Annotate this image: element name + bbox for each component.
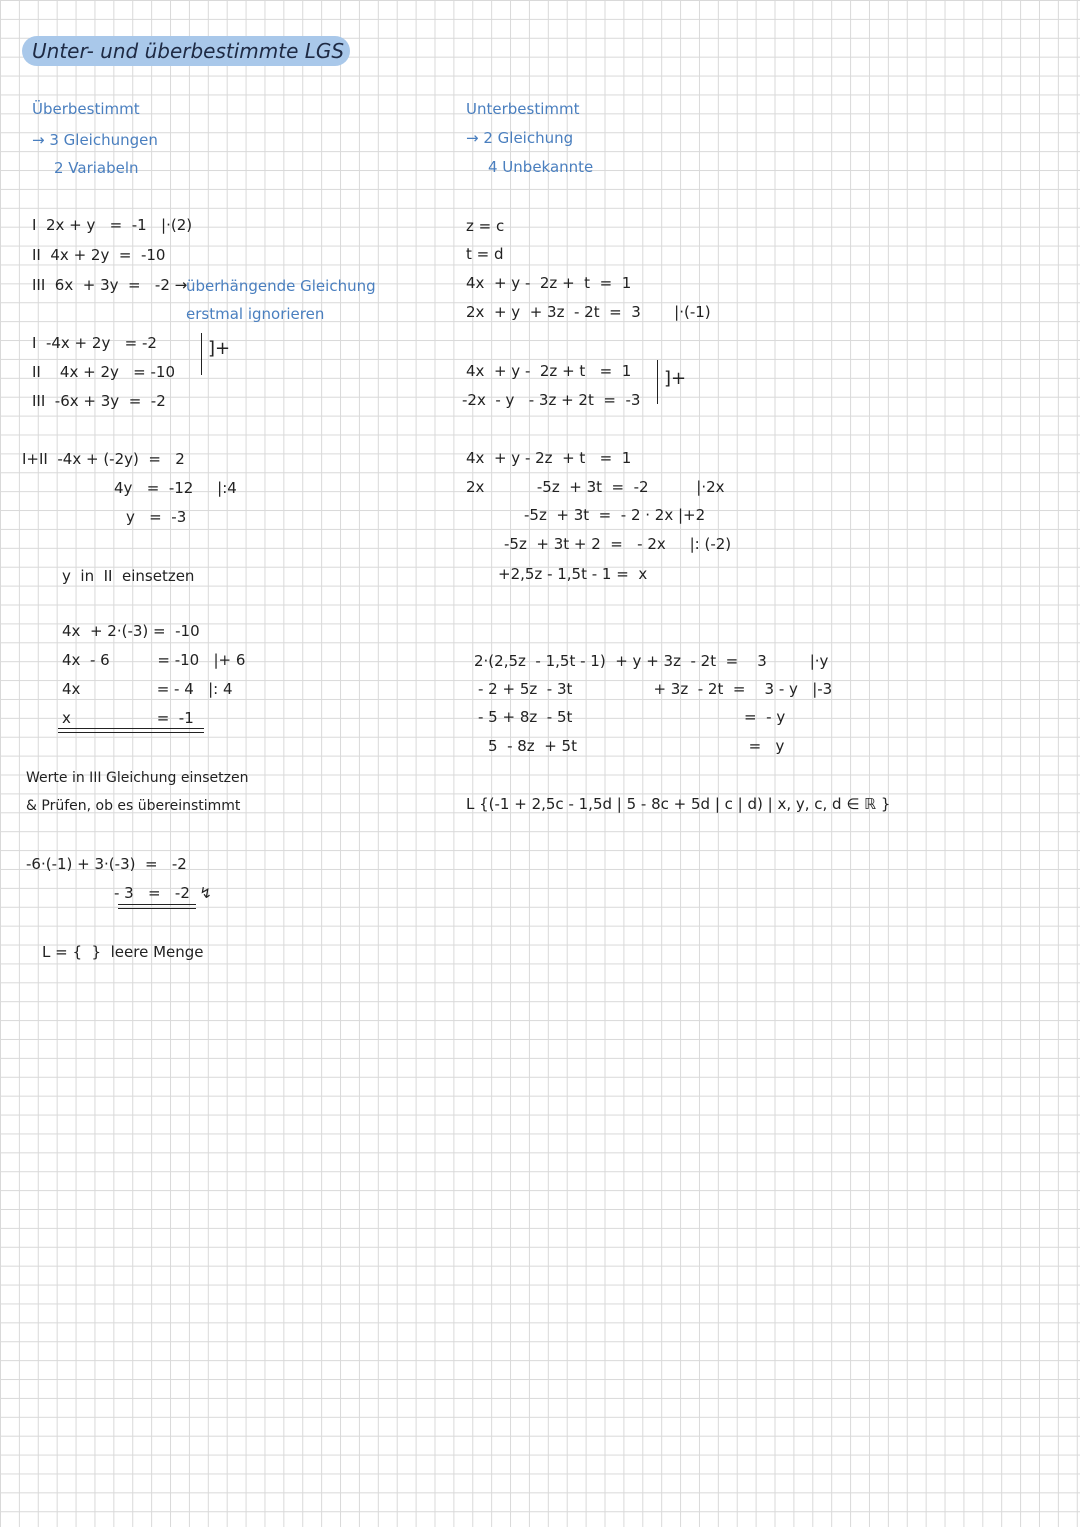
left-eq4-line-1: 4x + 2·(-3) = -10 <box>62 622 200 640</box>
right-eq1-line-2: 2x + y + 3z - 2t = 3 |·(-1) <box>466 303 711 321</box>
left-eq2-bar <box>201 333 202 375</box>
right-eq1-line-1: 4x + y - 2z + t = 1 <box>466 274 632 292</box>
right-sub-1: z = c <box>466 217 505 235</box>
left-eq4-line-4: x = -1 <box>62 709 194 727</box>
left-heading: Überbestimmt <box>32 100 140 118</box>
left-eq3-line-3: y = -3 <box>126 508 187 526</box>
right-eq2-bracket-label: ]+ <box>664 368 687 389</box>
left-check-text-1: Werte in III Gleichung einsetzen <box>26 770 249 786</box>
left-note-1: überhängende Gleichung <box>186 277 376 295</box>
left-point-1: → 3 Gleichungen <box>32 131 158 149</box>
left-eq2-bracket-label: ]+ <box>208 338 231 359</box>
left-eq3-line-2: 4y = -12 |:4 <box>114 479 237 497</box>
right-eq2-line-1: 4x + y - 2z + t = 1 <box>466 362 632 380</box>
right-heading: Unterbestimmt <box>466 100 580 118</box>
left-eq5-line-2: - 3 = -2 ↯ <box>114 884 212 902</box>
left-note-2: erstmal ignorieren <box>186 305 325 323</box>
left-eq4-line-2: 4x - 6 = -10 |+ 6 <box>62 651 246 669</box>
left-result: L = { } leere Menge <box>42 943 204 961</box>
left-eq1-line-3: III 6x + 3y = -2 → <box>32 276 188 294</box>
left-eq2-line-2: II 4x + 2y = -10 <box>32 363 176 381</box>
left-eq5-underline-2 <box>118 908 196 909</box>
right-eq4-line-3: - 5 + 8z - 5t = - y <box>478 708 786 726</box>
right-eq4-line-2: - 2 + 5z - 3t + 3z - 2t = 3 - y |-3 <box>478 680 833 698</box>
right-eq3-line-1: 4x + y - 2z + t = 1 <box>466 449 632 467</box>
right-eq4-line-1: 2·(2,5z - 1,5t - 1) + y + 3z - 2t = 3 |·y <box>474 652 829 670</box>
right-eq3-line-2: 2x -5z + 3t = -2 |·2x <box>466 478 725 496</box>
left-result-underline-2 <box>58 732 204 733</box>
right-eq3-line-3: -5z + 3t = - 2 · 2x |+2 <box>524 506 706 524</box>
left-eq1-line-1: I 2x + y = -1 |·(2) <box>32 216 193 234</box>
right-sub-2: t = d <box>466 245 504 263</box>
right-eq4-line-4: 5 - 8z + 5t = y <box>488 737 785 755</box>
left-eq2-line-1: I -4x + 2y = -2 <box>32 334 157 352</box>
right-point-2: 4 Unbekannte <box>488 158 594 176</box>
left-result-underline-1 <box>58 728 204 729</box>
right-result: L {(-1 + 2,5c - 1,5d | 5 - 8c + 5d | c | d) | x, y, c, d ∈ ℝ } <box>466 795 891 813</box>
left-check-text-2: & Prüfen, ob es übereinstimmt <box>26 798 241 814</box>
right-eq2-bar <box>657 360 658 404</box>
right-eq2-line-2: -2x - y - 3z + 2t = -3 <box>462 391 641 409</box>
left-eq2-line-3: III -6x + 3y = -2 <box>32 392 166 410</box>
page-title: Unter- und überbestimmte LGS <box>32 39 345 63</box>
right-eq3-line-4: -5z + 3t + 2 = - 2x |: (-2) <box>504 535 732 553</box>
left-eq5-underline-1 <box>118 904 196 905</box>
right-point-1: → 2 Gleichung <box>466 129 574 147</box>
left-eq1-line-2: II 4x + 2y = -10 <box>32 246 166 264</box>
left-point-2: 2 Variabeln <box>54 159 139 177</box>
left-eq4-line-3: 4x = - 4 |: 4 <box>62 680 233 698</box>
left-eq5-line-1: -6·(-1) + 3·(-3) = -2 <box>26 855 187 873</box>
right-eq3-line-5: +2,5z - 1,5t - 1 = x <box>498 565 648 583</box>
left-eq3-line-1: I+II -4x + (-2y) = 2 <box>22 450 185 468</box>
left-insert-note: y in II einsetzen <box>62 567 195 585</box>
